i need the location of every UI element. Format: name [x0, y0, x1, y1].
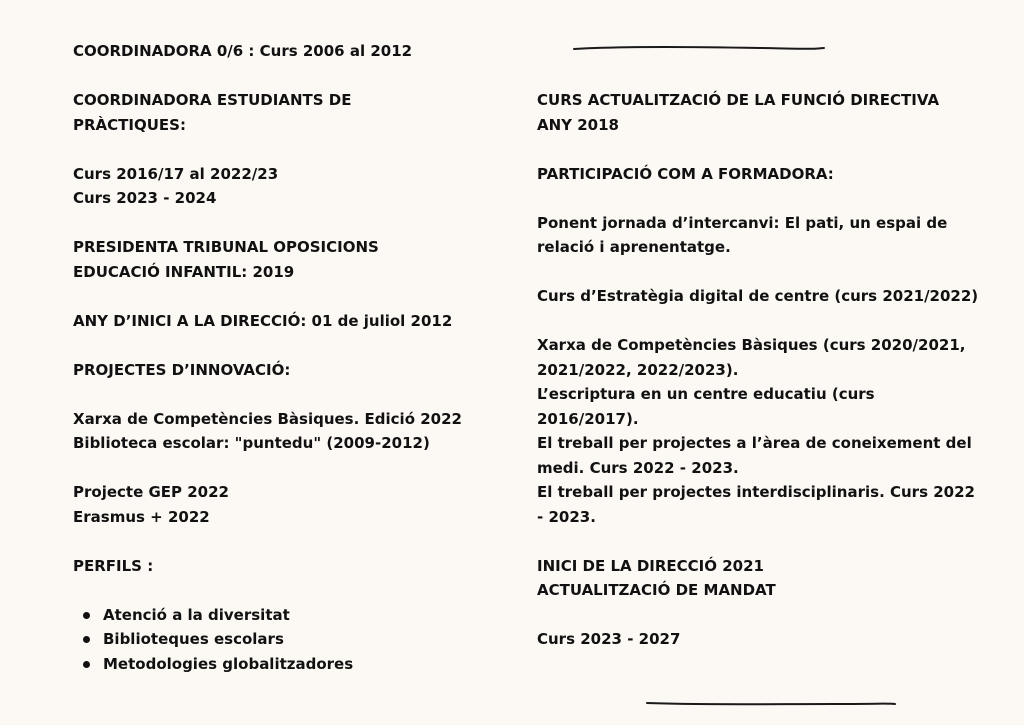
practiques-year-2: Curs 2023 - 2024 — [73, 189, 217, 207]
formacio-line: - 2023. — [537, 507, 596, 526]
left-column — [73, 39, 513, 676]
participacio-heading: PARTICIPACIÓ COM A FORMADORA: — [537, 164, 834, 183]
projecte-item: Biblioteca escolar: "puntedu" (2009-2012) — [73, 434, 430, 452]
presidenta-line-1: PRESIDENTA TRIBUNAL OPOSICIONS — [73, 238, 379, 256]
coord-estudiants-line-1: COORDINADORA ESTUDIANTS DE — [73, 91, 352, 109]
ponent-line-1: Ponent jornada d’intercanvi: El pati, un espai de — [537, 213, 948, 232]
any-inici-direccio: ANY D’INICI A LA DIRECCIÓ: 01 de juliol 2012 — [73, 311, 453, 330]
formacio-line: medi. Curs 2022 - 2023. — [537, 458, 739, 477]
formacio-line: L’escriptura en un centre educatiu (curs — [537, 385, 875, 403]
estrategia-digital: Curs d’Estratègia digital de centre (curs 2021/2022) — [537, 287, 979, 305]
formacio-line: El treball per projectes a l’àrea de coneixement del — [537, 434, 972, 452]
presidenta-line-2: EDUCACIÓ INFANTIL: 2019 — [73, 262, 295, 281]
mandat-years: Curs 2023 - 2027 — [537, 630, 681, 648]
inici-direccio-line-1: INICI DE LA DIRECCIÓ 2021 — [537, 556, 764, 575]
perfil-item: Atenció a la diversitat — [103, 603, 513, 628]
inici-direccio-line-2: ACTUALITZACIÓ DE MANDAT — [537, 581, 776, 599]
formacio-line: 2021/2022, 2022/2023). — [537, 360, 739, 379]
projectes-heading: PROJECTES D’INNOVACIÓ: — [73, 360, 291, 379]
perfils-heading: PERFILS : — [73, 556, 154, 575]
coord-estudiants-line-2: PRÀCTIQUES: — [73, 115, 186, 134]
formacio-line: El treball per projectes interdisciplinaris. Curs 2022 — [537, 483, 975, 501]
ponent-line-2: relació i aprenentatge. — [537, 238, 731, 256]
formacio-line: 2016/2017). — [537, 409, 639, 428]
curs-actualitzacio-line-2: ANY 2018 — [537, 115, 619, 134]
curs-actualitzacio-line-1: CURS ACTUALITZACIÓ DE LA FUNCIÓ DIRECTIVA — [537, 91, 940, 109]
formacio-line: Xarxa de Competències Bàsiques (curs 2020/2021, — [537, 336, 966, 354]
bottom-divider-line — [643, 697, 903, 711]
projecte-item: Erasmus + 2022 — [73, 507, 210, 526]
right-column — [537, 88, 997, 652]
coordinadora-0-6: COORDINADORA 0/6 : Curs 2006 al 2012 — [73, 42, 413, 60]
perfils-list — [73, 603, 513, 677]
projecte-item: Xarxa de Competències Bàsiques. Edició 2022 — [73, 409, 462, 428]
projecte-item: Projecte GEP 2022 — [73, 483, 229, 501]
top-divider-line — [570, 42, 830, 56]
perfil-item: Biblioteques escolars — [103, 627, 513, 652]
practiques-year-1: Curs 2016/17 al 2022/23 — [73, 164, 279, 183]
perfil-item: Metodologies globalitzadores — [103, 652, 513, 677]
